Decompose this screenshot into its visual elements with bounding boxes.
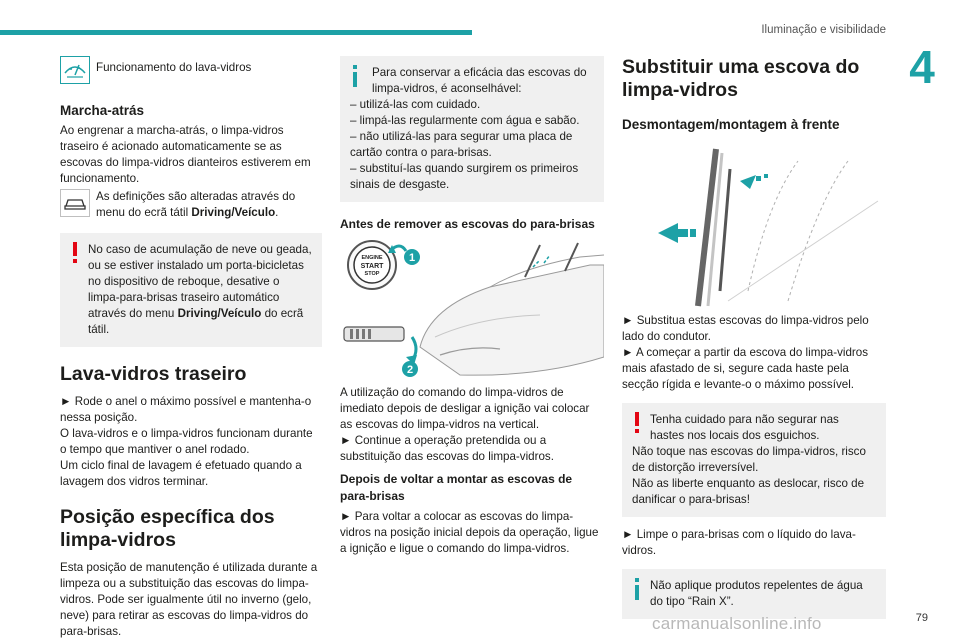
engine-label: ENGINE xyxy=(361,255,383,261)
wiper-position-text: Esta posição de manutenção é utilizada durante a limpeza ou a substituição das escovas do limpa-vidros. Pode ser igualmente útil no inverno (gelo, neve) para retirar as escovas do limpa-vidros do para-brisas. xyxy=(60,561,318,638)
wiper-position-heading: Posição específica dos limpa-vidros xyxy=(60,506,275,551)
callout-2-label: 2 xyxy=(406,364,414,376)
info-intro: Para conservar a eficácia das escovas do limpa-vidros, é aconselhável: xyxy=(372,66,587,95)
warning-nozzle-text: Tenha cuidado para não segurar nas hastes nos locais dos esguichos. xyxy=(650,413,839,442)
warning-menu-name: Driving/Veículo xyxy=(177,307,262,320)
info-item: – não utilizá-las para segurar uma placa de cartão contra o para-brisas. xyxy=(350,130,573,159)
driver-side-step: ► Substitua estas escovas do limpa-vidros pelo lado do condutor. xyxy=(622,314,869,343)
rear-step: ► Rode o anel o máximo possível e mantenha-o nessa posição. xyxy=(60,395,312,424)
warning-icon xyxy=(631,412,643,434)
car-settings-icon xyxy=(60,189,90,217)
wiper-stalk-icon xyxy=(344,327,417,365)
start-label: START xyxy=(360,263,384,270)
rear-washer-heading: Lava-vidros traseiro xyxy=(60,363,247,385)
warning-icon xyxy=(69,242,81,264)
wiper-removal-illustration xyxy=(648,141,888,311)
callout-2 xyxy=(402,361,418,377)
wiper-wash-icon xyxy=(60,56,90,84)
settings-text-body: As definições são alteradas através do menu do ecrã tátil xyxy=(96,190,296,219)
front-removal-heading: Desmontagem/montagem à frente xyxy=(622,117,840,132)
after-refit-heading: Depois de voltar a montar as escovas de para-brisas xyxy=(340,472,573,503)
continue-step: ► Continue a operação pretendida ou a substituição das escovas do limpa-vidros. xyxy=(340,434,554,463)
info-note xyxy=(340,56,604,202)
car-front-drawing xyxy=(420,243,604,375)
info-icon xyxy=(349,65,361,87)
column-2 xyxy=(340,56,604,557)
warning-release-text: Não as liberte enquanto as deslocar, risco de danificar o para-brisas! xyxy=(632,477,865,506)
info-item: – substituí-las quando surgirem os primeiros sinais de desgaste. xyxy=(350,162,579,191)
info-icon xyxy=(631,578,643,600)
rear-info-2: Um ciclo final de lavagem é efetuado quando a lavagem dos vidros terminar. xyxy=(60,459,302,488)
callout-1-label: 1 xyxy=(408,252,416,264)
settings-text-end: . xyxy=(275,206,279,219)
header-accent-bar xyxy=(0,30,472,35)
ignition-text: A utilização do comando do limpa-vidros de imediato depois de desligar a ignição vai colocar as escovas do limpa-vidros na vertical. xyxy=(340,386,590,431)
wash-function-label: Funcionamento do lava-vidros xyxy=(96,61,252,74)
reverse-heading: Marcha-atrás xyxy=(60,103,145,118)
watermark: carmanualsonline.info xyxy=(652,614,822,633)
info-item: – utilizá-las com cuidado. xyxy=(350,98,481,111)
warning-note xyxy=(60,233,322,347)
info-rainx-text: Não aplique produtos repelentes de água do tipo “Rain X”. xyxy=(650,579,863,608)
column-3 xyxy=(622,56,886,629)
rear-info-1: O lava-vidros e o limpa-vidros funcionam durante o tempo que mantiver o anel rodado. xyxy=(60,427,313,456)
info-note-rainx xyxy=(622,569,886,619)
warning-distortion-text: Não toque nas escovas do limpa-vidros, risco de distorção irreversível. xyxy=(632,445,866,474)
page-number: 79 xyxy=(915,612,928,624)
after-refit-step: ► Para voltar a colocar as escovas do limpa-vidros na posição inicial depois da operação, ligue a ignição e ligue o comando do limpa-vidros. xyxy=(340,510,599,555)
column-1 xyxy=(60,56,322,640)
clean-windscreen-step: ► Limpe o para-brisas com o líquido do lava-vidros. xyxy=(622,528,856,557)
settings-menu-name: Driving/Veículo xyxy=(191,206,276,219)
warning-text-body: No caso de acumulação de neve ou geada, ou se estiver instalado um porta-bicicletas no dispositivo de reboque, desative o limpa-para-brisas traseiro automático através do menu xyxy=(88,243,312,320)
chapter-number: 4 xyxy=(909,41,935,93)
lift-arm-step: ► A começar a partir da escova do limpa-vidros mais afastado de si, segure cada haste pela secção rígida e levante-o o máximo possível. xyxy=(622,346,869,391)
callout-1 xyxy=(404,249,420,265)
wash-function-row xyxy=(60,56,322,84)
engine-start-stop-icon xyxy=(348,241,406,289)
settings-row xyxy=(60,189,322,221)
info-item: – limpá-las regularmente com água e sabão. xyxy=(350,114,580,127)
section-title: Iluminação e visibilidade xyxy=(761,24,886,36)
before-removal-heading: Antes de remover as escovas do para-brisas xyxy=(340,217,595,231)
settings-text xyxy=(96,189,322,221)
warning-text xyxy=(88,242,312,338)
reverse-text: Ao engrenar a marcha-atrás, o limpa-vidros traseiro é acionado automaticamente se as escovas do limpa-vidros dianteiros estiverem em funcionamento. xyxy=(60,124,311,185)
warning-note-blades xyxy=(622,403,886,517)
engine-wiper-illustration xyxy=(340,237,604,379)
stop-label: STOP xyxy=(364,271,380,277)
replace-blade-heading: Substituir uma escova do limpa-vidros xyxy=(622,56,860,101)
warning-text-end: do ecrã tátil. xyxy=(88,307,304,336)
